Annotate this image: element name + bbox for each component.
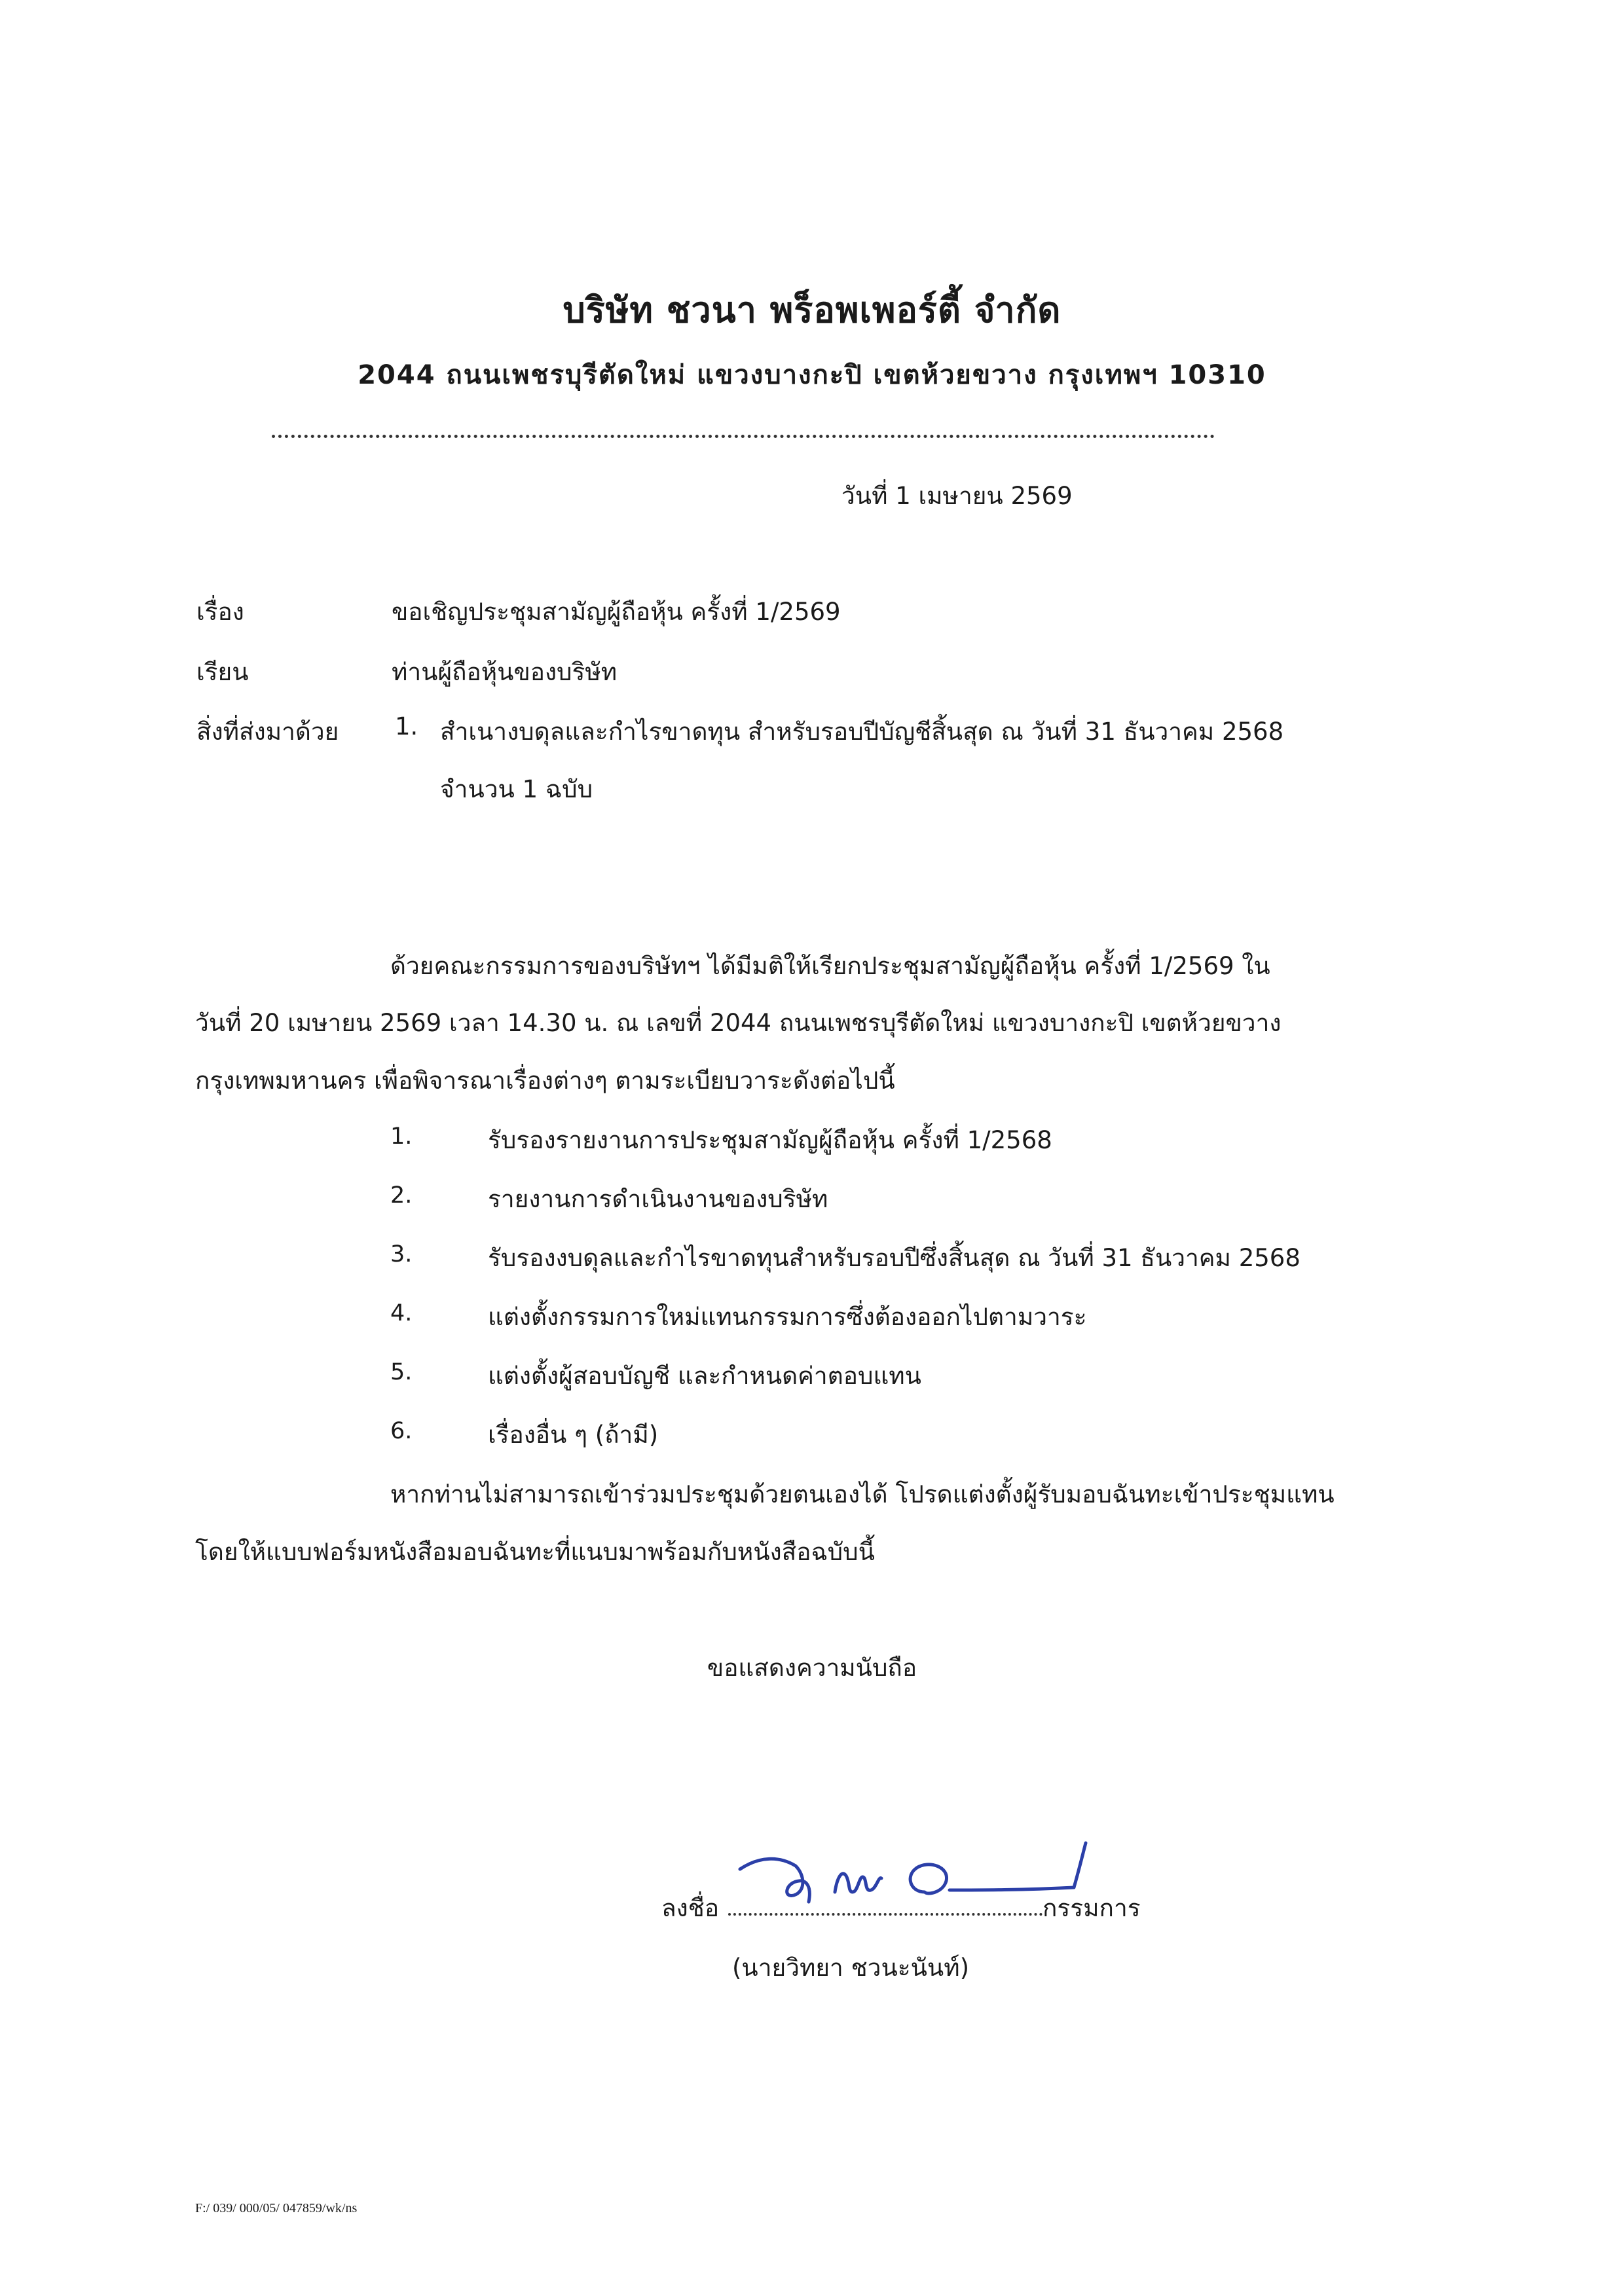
agenda-item-3: รับรองงบดุลและกำไรขาดทุนสำหรับรอบปีซึ่งสิ้นสุด ณ วันที่ 31 ธันวาคม 2568: [488, 1244, 1301, 1272]
agenda-number-5: 5.: [390, 1359, 413, 1385]
agenda-item-2: รายงานการดำเนินงานของบริษัท: [488, 1185, 828, 1213]
agenda-item-1: รับรองรายงานการประชุมสามัญผู้ถือหุ้น ครั้งที่ 1/2568: [488, 1126, 1052, 1154]
proxy-note-line-1: หากท่านไม่สามารถเข้าร่วมประชุมด้วยตนเองได้ โปรดแต่งตั้งผู้รับมอบฉันทะเข้าประชุมแทน: [390, 1480, 1335, 1508]
agenda-item-5: แต่งตั้งผู้สอบบัญชี และกำหนดค่าตอบแทน: [488, 1362, 921, 1390]
signature-strokes: [740, 1843, 1086, 1902]
agenda-number-4: 4.: [390, 1300, 413, 1326]
body-line-1: ด้วยคณะกรรมการของบริษัทฯ ได้มีมติให้เรียกประชุมสามัญผู้ถือหุ้น ครั้งที่ 1/2569 ใน: [390, 952, 1270, 980]
agenda-number-1: 1.: [390, 1123, 413, 1150]
body-line-3: กรุงเทพมหานคร เพื่อพิจารณาเรื่องต่างๆ ตามระเบียบวาระดังต่อไปนี้: [195, 1066, 895, 1095]
signatory-title: กรรมการ: [1043, 1894, 1141, 1922]
body-line-2: วันที่ 20 เมษายน 2569 เวลา 14.30 น. ณ เลขที่ 2044 ถนนเพชรบุรีตัดใหม่ แขวงบางกะปิ เขตห้วยขวาง: [195, 1009, 1282, 1037]
enclosure-number: 1.: [395, 712, 418, 740]
proxy-note-line-2: โดยให้แบบฟอร์มหนังสือมอบฉันทะที่แนบมาพร้อมกับหนังสือฉบับนี้: [195, 1538, 875, 1566]
agenda-number-3: 3.: [390, 1241, 413, 1267]
agenda-number-2: 2.: [390, 1182, 413, 1209]
subject-value: ขอเชิญประชุมสามัญผู้ถือหุ้น ครั้งที่ 1/2569: [392, 598, 841, 626]
closing-phrase: ขอแสดงความนับถือ: [707, 1654, 917, 1682]
header-dotted-divider: [272, 435, 1215, 438]
signatory-name: (นายวิทยา ชวนะนันท์): [732, 1954, 970, 1982]
enclosure-line-1: สำเนางบดุลและกำไรขาดทุน สำหรับรอบปีบัญชีสิ้นสุด ณ วันที่ 31 ธันวาคม 2568: [440, 718, 1284, 746]
enclosure-line-2: จำนวน 1 ฉบับ: [440, 775, 593, 803]
signature-dotted-line: [728, 1913, 1043, 1916]
agenda-number-6: 6.: [390, 1418, 413, 1444]
reference-code: F:/ 039/ 000/05/ 047859/wk/ns: [195, 2201, 358, 2215]
company-name: บริษัท ชวนา พร็อพเพอร์ตี้ จำกัด: [563, 289, 1061, 331]
agenda-item-6: เรื่องอื่น ๆ (ถ้ามี): [488, 1421, 659, 1449]
to-label: เรียน: [196, 658, 249, 686]
enclosure-label: สิ่งที่ส่งมาด้วย: [196, 718, 339, 746]
signature-label: ลงชื่อ: [661, 1894, 720, 1922]
agenda-item-4: แต่งตั้งกรรมการใหม่แทนกรรมการซึ่งต้องออกไปตามวาระ: [488, 1303, 1087, 1331]
letter-date: วันที่ 1 เมษายน 2569: [841, 482, 1073, 510]
to-value: ท่านผู้ถือหุ้นของบริษัท: [392, 658, 618, 686]
subject-label: เรื่อง: [196, 598, 244, 626]
company-address: 2044 ถนนเพชรบุรีตัดใหม่ แขวงบางกะปิ เขตห้วยขวาง กรุงเทพฯ 10310: [358, 360, 1266, 390]
